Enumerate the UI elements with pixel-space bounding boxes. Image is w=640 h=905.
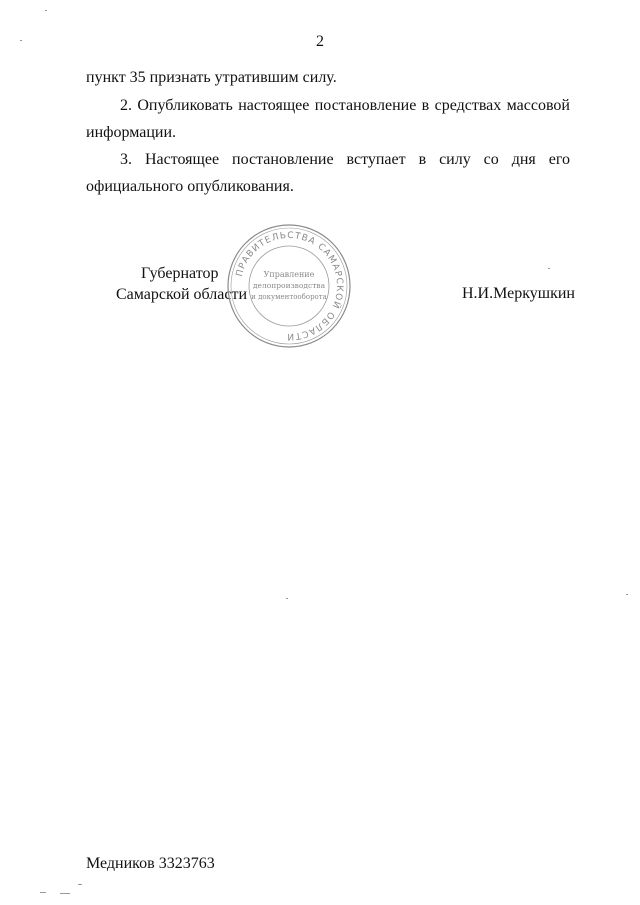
stamp-center-line-2: делопроизводства xyxy=(252,281,326,290)
paragraph-1-line: пункт 35 признать утратившим силу. xyxy=(86,69,337,86)
paragraph-2-line-1: 2. Опубликовать настоящее постановление в средствах массовой xyxy=(120,97,570,114)
scan-speck xyxy=(20,40,22,41)
scan-speck xyxy=(548,268,550,269)
signature-title-line-2: Самарской области xyxy=(116,286,247,303)
scan-speck xyxy=(45,10,47,11)
scan-speck xyxy=(40,892,46,893)
stamp-center-line-1: Управление xyxy=(263,270,315,279)
signature-title-line-1: Губернатор xyxy=(141,265,219,282)
page-number: 2 xyxy=(316,33,324,50)
paragraph-1 xyxy=(86,64,570,91)
official-seal-stamp xyxy=(225,222,353,350)
paragraph-3-line-2: официального опубликования. xyxy=(86,178,294,195)
scan-speck xyxy=(626,594,628,595)
stamp-ring-text: ПРАВИТЕЛЬСТВА САМАРСКОЙ ОБЛАСТИ xyxy=(234,230,345,342)
paragraph-2 xyxy=(86,92,570,146)
paragraph-3-line-1: 3. Настоящее постановление вступает в силу со дня его xyxy=(120,151,570,168)
stamp-center-line-3: и документооборота xyxy=(251,293,327,301)
signature-name: Н.И.Меркушкин xyxy=(462,285,575,302)
scan-speck xyxy=(78,884,82,885)
footer-contact: Медников 3323763 xyxy=(86,855,215,872)
scan-speck xyxy=(286,598,288,599)
paragraph-2-line-2: информации. xyxy=(86,124,177,141)
scan-speck xyxy=(60,893,70,894)
paragraph-3 xyxy=(86,146,570,200)
